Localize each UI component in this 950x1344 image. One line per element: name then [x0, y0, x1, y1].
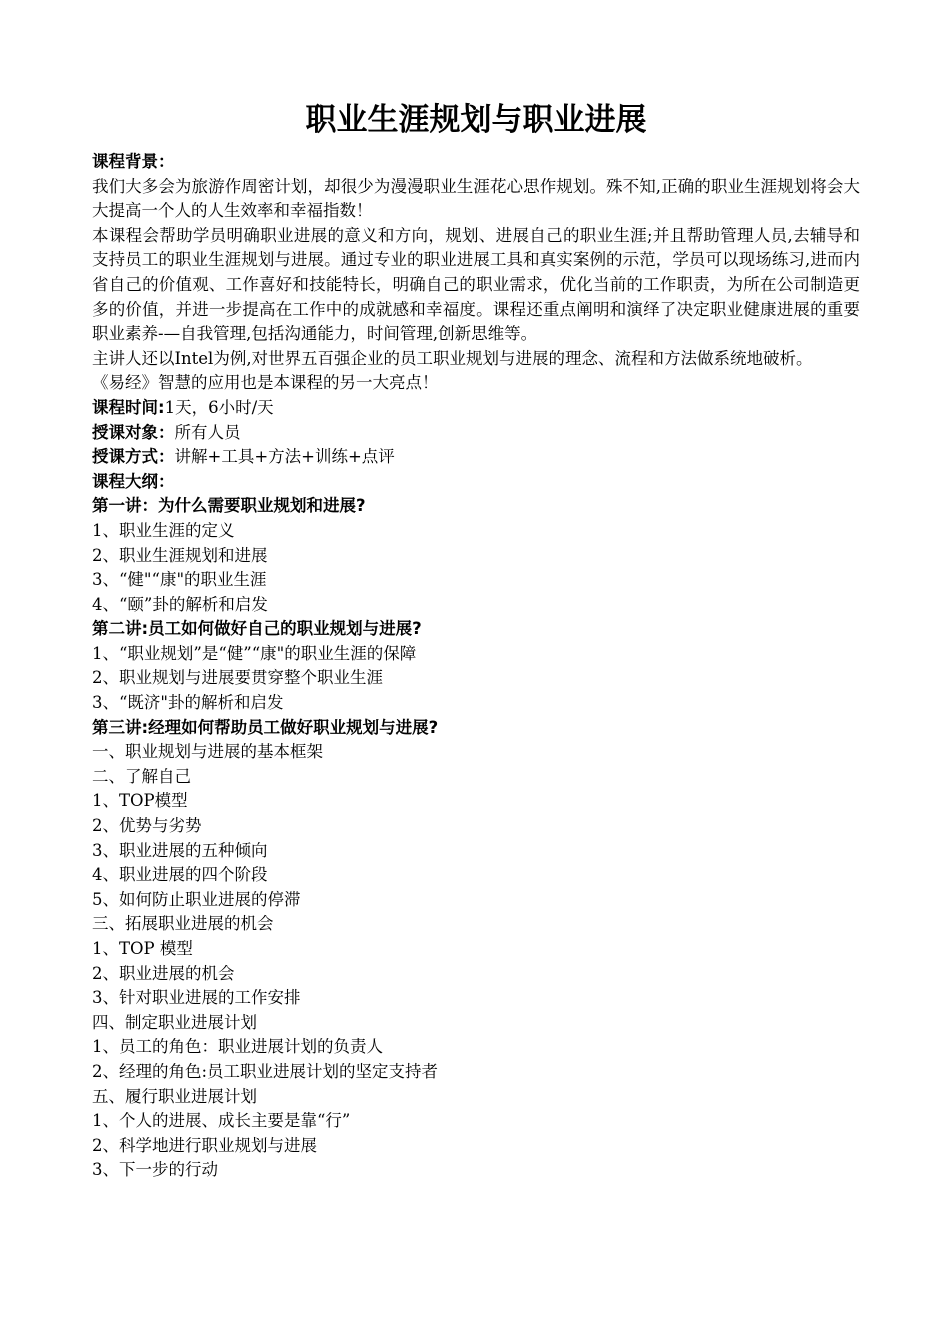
list-item: 2、经理的角色:员工职业进展计划的坚定支持者	[92, 1061, 439, 1081]
list-item: 4、职业进展的四个阶段	[92, 865, 268, 885]
audience-row	[92, 421, 860, 446]
list-item: 2、职业生涯规划和进展	[92, 545, 268, 565]
lecture-2-heading: 第二讲:员工如何做好自己的职业规划与进展?	[92, 619, 422, 639]
lecture-1-heading: 第一讲：为什么需要职业规划和进展?	[92, 496, 366, 516]
document-page	[92, 100, 860, 1183]
lecture-3-heading: 第三讲:经理如何帮助员工做好职业规划与进展?	[92, 717, 439, 737]
list-item: 3、针对职业进展的工作安排	[92, 988, 301, 1008]
list-item: 三、拓展职业进展的机会	[92, 914, 274, 934]
list-item: 1、TOP 模型	[92, 939, 193, 958]
list-item: 5、如何防止职业进展的停滞	[92, 889, 301, 909]
list-item: 3、“健"“康"的职业生涯	[92, 570, 267, 590]
list-item: 3、下一步的行动	[92, 1160, 218, 1180]
list-item: 1、TOP模型	[92, 791, 188, 811]
list-item: 一、职业规划与进展的基本框架	[92, 742, 323, 762]
list-item: 1、职业生涯的定义	[92, 520, 235, 540]
list-item: 二、了解自己	[92, 766, 191, 786]
course-time-row	[92, 396, 860, 421]
document-title: 职业生涯规划与职业进展	[305, 102, 647, 138]
outline-heading: 课程大纲：	[92, 471, 175, 491]
background-paragraph-1: 我们大多会为旅游作周密计划，却很少为漫漫职业生涯花心思作规划。殊不知,正确的职业生涯规划将会大大提高一个人的人生效率和幸福指数！	[92, 176, 860, 221]
teaching-method-label: 授课方式：	[92, 447, 175, 467]
background-paragraph-4: 《易经》智慧的应用也是本课程的另一大亮点！	[92, 373, 439, 393]
list-item: 2、职业进展的机会	[92, 963, 235, 983]
background-paragraph-2: 本课程会帮助学员明确职业进展的意义和方向，规划、进展自己的职业生涯;并且帮助管理人员,去辅导和支持员工的职业生涯规划与进展。通过专业的职业进展工具和真实案例的示范，学员可以现场练习,进而内省自己的价值观、工作喜好和技能特长，明确自己的职业需求，优化当前的工作职责，为所在公司制造更多的价值，并进一步提高在工作中的成就感和幸福度。课程还重点阐明和演绎了决定职业健康进展的重要职业素养-—自我管理,包括沟通能力，时间管理,创新思维等。	[92, 225, 860, 344]
audience-label: 授课对象：	[92, 422, 175, 442]
list-item: 3、职业进展的五种倾向	[92, 840, 268, 860]
audience-value: 所有人员	[174, 422, 241, 442]
list-item: 4、“颐”卦的解析和启发	[92, 594, 268, 614]
background-paragraph-3: 主讲人还以Intel为例,对世界五百强企业的员工职业规划与进展的理念、流程和方法做系统地破析。	[92, 348, 813, 368]
list-item: 2、科学地进行职业规划与进展	[92, 1135, 317, 1155]
teaching-method-value: 讲解+工具+方法+训练+点评	[174, 447, 395, 467]
background-heading: 课程背景：	[92, 152, 175, 171]
list-item: 1、“职业规划”是“健”“康"的职业生涯的保障	[92, 643, 417, 663]
course-time-label: 课程时间:	[92, 397, 165, 417]
list-item: 1、员工的角色：职业进展计划的负责人	[92, 1037, 383, 1057]
teaching-method-row	[92, 445, 860, 470]
list-item: 2、职业规划与进展要贯穿整个职业生涯	[92, 668, 383, 688]
list-item: 2、优势与劣势	[92, 816, 202, 836]
list-item: 3、“既济"卦的解析和启发	[92, 693, 284, 713]
list-item: 四、制定职业进展计划	[92, 1012, 257, 1032]
list-item: 五、履行职业进展计划	[92, 1086, 257, 1106]
list-item: 1、个人的进展、成长主要是靠“行”	[92, 1111, 351, 1131]
course-time-value: 1天，6小时/天	[164, 397, 274, 417]
